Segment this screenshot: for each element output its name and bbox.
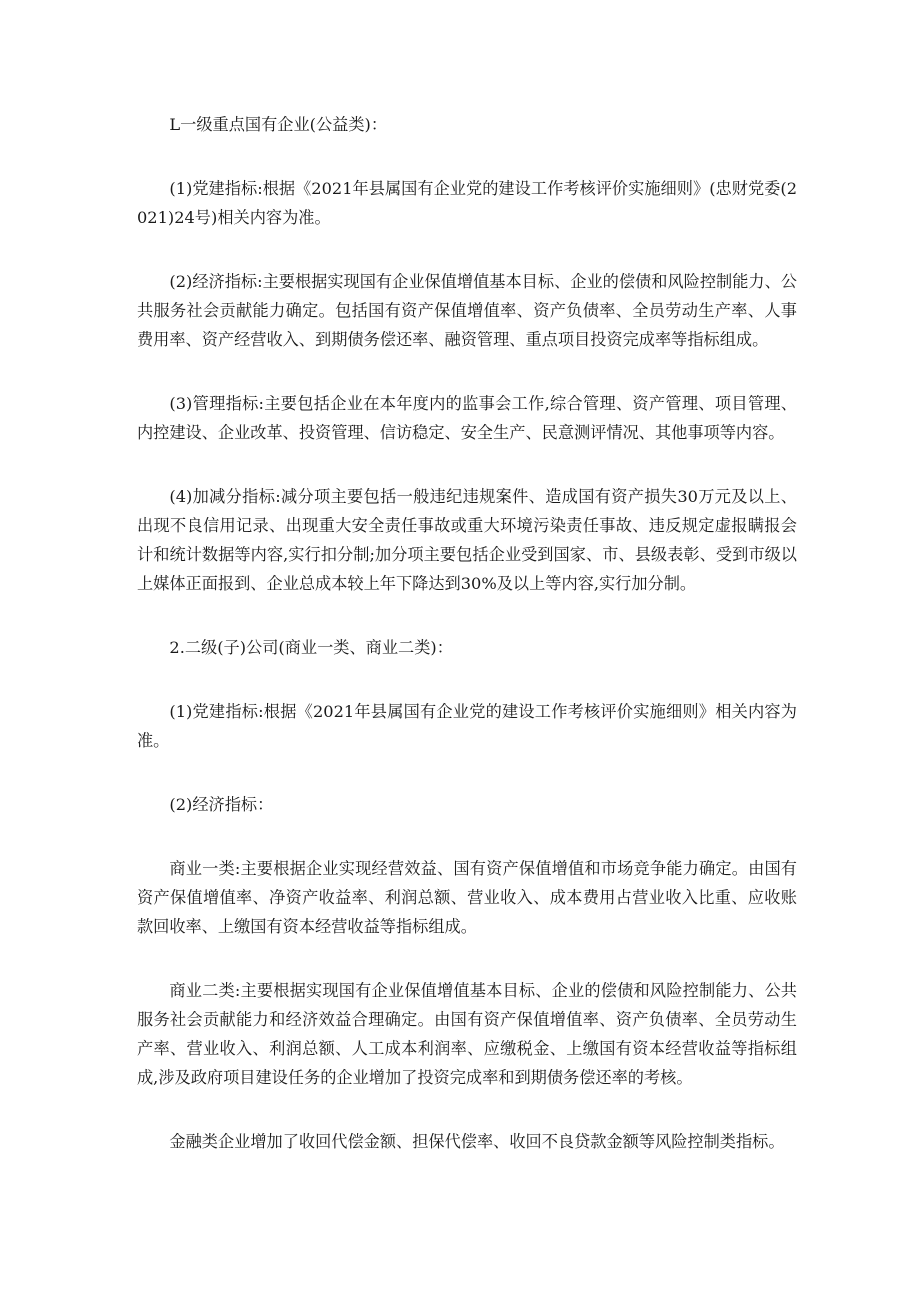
paragraph-economic-indicators-1: (2)经济指标:主要根据实现国有企业保值增值基本目标、企业的偿债和风险控制能力、公共服务社会贡献能力确定。包括国有资产保值增值率、资产负债率、全员劳动生产率、人事费用率、资产经营收入、到期债务偿还率、融资管理、重点项目投资完成率等指标组成。 (137, 272, 797, 349)
paragraph-party-building-1: (1)党建指标:根据《2021年县属国有企业党的建设工作考核评价实施细则》(忠财党委(2021)24号)相关内容为准。 (137, 179, 797, 227)
paragraph-economic-indicators-2: (2)经济指标： (169, 795, 274, 814)
paragraph-commercial-type-1: 商业一类:主要根据企业实现经营效益、国有资产保值增值和市场竞争能力确定。由国有资产保值增值率、净资产收益率、利润总额、营业收入、成本费用占营业收入比重、应收账款回收率、上缴国有资本经营收益等指标组成。 (137, 859, 797, 936)
section-heading-level-2: 2.二级(子)公司(商业一类、商业二类)： (169, 638, 453, 657)
document-body (137, 110, 797, 1156)
paragraph-financial-enterprises: 金融类企业增加了收回代偿金额、担保代偿率、收回不良贷款金额等风险控制类指标。 (169, 1132, 785, 1151)
section-heading-level-1: L一级重点国有企业(公益类)： (169, 115, 388, 134)
paragraph-bonus-penalty-indicators: (4)加减分指标:减分项主要包括一般违纪违规案件、造成国有资产损失30万元及以上、出现不良信用记录、出现重大安全责任事故或重大环境污染责任事故、违反规定虚报瞒报会计和统计数据等内容,实行扣分制;加分项主要包括企业受到国家、市、县级表彰、受到市级以上媒体正面报到、企业总成本较上年下降达到30%及以上等内容,实行加分制。 (137, 487, 797, 593)
paragraph-commercial-type-2: 商业二类:主要根据实现国有企业保值增值基本目标、企业的偿债和风险控制能力、公共服务社会贡献能力和经济效益合理确定。由国有资产保值增值率、资产负债率、全员劳动生产率、营业收入、利润总额、人工成本利润率、应缴税金、上缴国有资本经营收益等指标组成,涉及政府项目建设任务的企业增加了投资完成率和到期债务偿还率的考核。 (137, 981, 797, 1087)
paragraph-management-indicators: (3)管理指标:主要包括企业在本年度内的监事会工作,综合管理、资产管理、项目管理、内控建设、企业改革、投资管理、信访稳定、安全生产、民意测评情况、其他事项等内容。 (137, 394, 797, 442)
paragraph-party-building-2: (1)党建指标:根据《2021年县属国有企业党的建设工作考核评价实施细则》相关内容为准。 (137, 702, 797, 750)
